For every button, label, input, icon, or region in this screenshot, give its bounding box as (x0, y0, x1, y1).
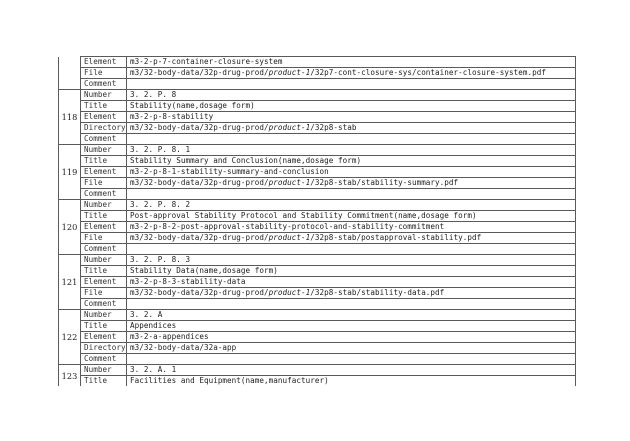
row-value: m3/32-body-data/32a-app (127, 343, 576, 354)
row-label: File (81, 178, 127, 189)
row-value: 3. 2. P. 8. 2 (127, 200, 576, 211)
table-row (59, 277, 576, 288)
row-label: Element (81, 57, 127, 68)
table-row (59, 200, 576, 211)
table-row (59, 90, 576, 101)
table-row (59, 365, 576, 376)
table-row (59, 123, 576, 134)
item-number-cell (59, 57, 81, 90)
row-label: Comment (81, 189, 127, 200)
table-row (59, 57, 576, 68)
row-label: Element (81, 277, 127, 288)
table-row (59, 222, 576, 233)
row-label: Comment (81, 244, 127, 255)
item-number-cell: 118 (59, 90, 81, 145)
table-row (59, 288, 576, 299)
row-label: Number (81, 310, 127, 321)
path-product-placeholder: product-1 (268, 178, 311, 187)
row-label: Comment (81, 299, 127, 310)
table-row (59, 233, 576, 244)
row-value: 3. 2. P. 8 (127, 90, 576, 101)
path-prefix: m3/32-body-data/32p-drug-prod/ (130, 288, 269, 297)
row-value: 3. 2. P. 8. 3 (127, 255, 576, 266)
path-prefix: m3/32-body-data/32p-drug-prod/ (130, 233, 269, 242)
row-value: 3. 2. P. 8. 1 (127, 145, 576, 156)
row-value: Stability(name,dosage form) (127, 101, 576, 112)
table-row (59, 332, 576, 343)
item-number-cell: 119 (59, 145, 81, 200)
table-row (59, 299, 576, 310)
table-row (59, 354, 576, 365)
table-row (59, 211, 576, 222)
row-label: Element (81, 167, 127, 178)
row-label: Element (81, 332, 127, 343)
table-row (59, 145, 576, 156)
row-value: 3. 2. A (127, 310, 576, 321)
row-label: Title (81, 211, 127, 222)
row-value (127, 354, 576, 365)
path-suffix: /32p8-stab/postapproval-stability.pdf (310, 233, 482, 242)
table-row (59, 134, 576, 145)
row-label: Title (81, 321, 127, 332)
row-value (127, 299, 576, 310)
table-row (59, 112, 576, 123)
table-row (59, 178, 576, 189)
row-value (127, 178, 576, 189)
row-value (127, 134, 576, 145)
row-value (127, 123, 576, 134)
row-label: Number (81, 145, 127, 156)
table-row (59, 244, 576, 255)
row-value: m3-2-p-7-container-closure-system (127, 57, 576, 68)
path-product-placeholder: product-1 (268, 233, 311, 242)
row-value: Stability Data(name,dosage form) (127, 266, 576, 277)
table-row (59, 68, 576, 79)
path-suffix: /32p7-cont-closure-sys/container-closure-system.pdf (310, 68, 546, 77)
table-row (59, 189, 576, 200)
row-label: Title (81, 376, 127, 387)
row-label: Number (81, 365, 127, 376)
row-label: Comment (81, 134, 127, 145)
table-row (59, 255, 576, 266)
row-value: Post-approval Stability Protocol and Stability Commitment(name,dosage form) (127, 211, 576, 222)
row-value (127, 68, 576, 79)
row-label: Number (81, 200, 127, 211)
item-number-cell: 120 (59, 200, 81, 255)
row-value (127, 79, 576, 90)
row-label: Title (81, 101, 127, 112)
table-row (59, 310, 576, 321)
row-label: Element (81, 112, 127, 123)
row-value: m3-2-p-8-stability (127, 112, 576, 123)
table-row (59, 321, 576, 332)
path-product-placeholder: product-1 (268, 68, 311, 77)
row-label: Directory (81, 123, 127, 134)
row-value: m3-2-p-8-1-stability-summary-and-conclusion (127, 167, 576, 178)
table-row (59, 167, 576, 178)
row-label: Number (81, 255, 127, 266)
path-product-placeholder: product-1 (268, 123, 311, 132)
path-product-placeholder: product-1 (268, 288, 311, 297)
row-label: File (81, 288, 127, 299)
table-row (59, 376, 576, 387)
row-label: Comment (81, 354, 127, 365)
row-label: Element (81, 222, 127, 233)
table-row (59, 343, 576, 354)
path-prefix: m3/32-body-data/32p-drug-prod/ (130, 68, 269, 77)
row-value (127, 288, 576, 299)
path-prefix: m3/32-body-data/32p-drug-prod/ (130, 123, 269, 132)
row-value: m3-2-p-8-3-stability-data (127, 277, 576, 288)
specification-table (58, 56, 576, 386)
item-number-cell: 123 (59, 365, 81, 387)
table-row (59, 79, 576, 90)
row-label: Directory (81, 343, 127, 354)
row-label: Title (81, 266, 127, 277)
row-label: Title (81, 156, 127, 167)
path-suffix: /32p8-stab (310, 123, 357, 132)
row-label: Comment (81, 79, 127, 90)
item-number-cell: 122 (59, 310, 81, 365)
table-row (59, 156, 576, 167)
row-label: File (81, 68, 127, 79)
row-label: Number (81, 90, 127, 101)
row-value (127, 244, 576, 255)
row-label: File (81, 233, 127, 244)
table-row (59, 101, 576, 112)
path-suffix: /32p8-stab/stability-data.pdf (310, 288, 445, 297)
row-value: Stability Summary and Conclusion(name,dosage form) (127, 156, 576, 167)
row-value (127, 233, 576, 244)
path-prefix: m3/32-body-data/32p-drug-prod/ (130, 178, 269, 187)
row-value: m3-2-p-8-2-post-approval-stability-protocol-and-stability-commitment (127, 222, 576, 233)
item-number-cell: 121 (59, 255, 81, 310)
row-value: Appendices (127, 321, 576, 332)
row-value (127, 189, 576, 200)
row-value: 3. 2. A. 1 (127, 365, 576, 376)
row-value: m3-2-a-appendices (127, 332, 576, 343)
path-suffix: /32p8-stab/stability-summary.pdf (310, 178, 459, 187)
table-row (59, 266, 576, 277)
row-value: Facilities and Equipment(name,manufacturer) (127, 376, 576, 387)
